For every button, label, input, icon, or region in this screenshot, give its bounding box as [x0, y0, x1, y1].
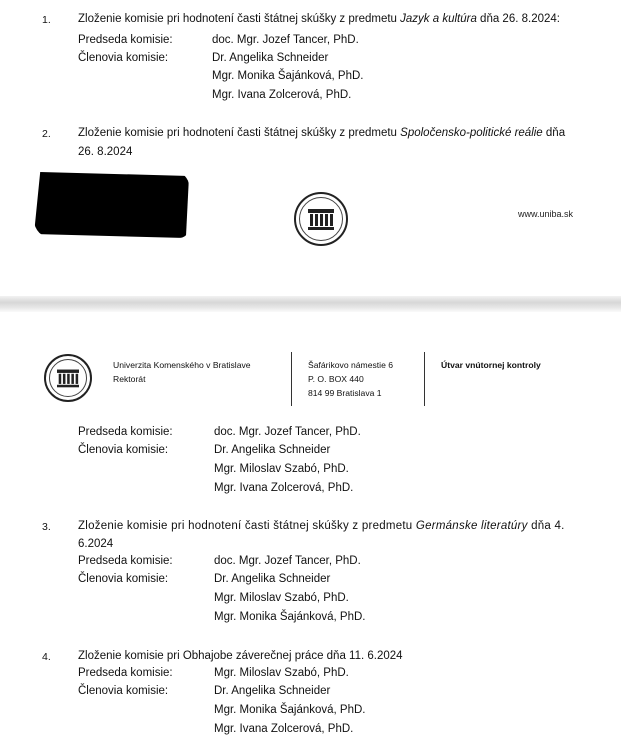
address-line: 814 99 Bratislava 1: [308, 388, 382, 398]
item-number: 1.: [42, 14, 51, 26]
member-name: Mgr. Ivana Zolcerová, PhD.: [214, 482, 354, 494]
header-divider: [424, 352, 425, 406]
item-number: 4.: [42, 651, 51, 663]
member-name: Mgr. Ivana Zolcerová, PhD.: [212, 89, 352, 101]
member-name: Dr. Angelika Schneider: [214, 444, 331, 456]
address-line: Šafárikovo námestie 6: [308, 360, 394, 370]
chair-name: Mgr. Miloslav Szabó, PhD.: [214, 667, 349, 679]
header-divider: [291, 352, 292, 406]
footer-url: www.uniba.sk: [518, 209, 574, 219]
item-3-heading: Zloženie komisie pri hodnotení časti štátnej skúšky z predmetu Germánske literatúry dňa 4.: [78, 520, 565, 532]
chair-label: Predseda komisie:: [78, 426, 173, 438]
subject-name: Jazyk a kultúra: [400, 13, 477, 25]
chair-name: doc. Mgr. Jozef Tancer, PhD.: [214, 555, 361, 567]
page-break: [0, 296, 621, 312]
subject-name: Germánske literatúry: [415, 520, 528, 532]
rectorate-label: Rektorát: [113, 374, 146, 384]
members-label: Členovia komisie:: [78, 685, 169, 697]
chair-label: Predseda komisie:: [78, 667, 173, 679]
member-name: Mgr. Miloslav Szabó, PhD.: [214, 463, 349, 475]
members-label: Členovia komisie:: [78, 52, 169, 64]
university-seal-icon: [44, 354, 92, 402]
university-seal-icon: [294, 192, 348, 246]
chair-label: Predseda komisie:: [78, 555, 173, 567]
university-name: Univerzita Komenského v Bratislave: [113, 360, 251, 370]
member-name: Mgr. Monika Šajánková, PhD.: [214, 611, 366, 623]
member-name: Dr. Angelika Schneider: [214, 685, 331, 697]
member-name: Mgr. Monika Šajánková, PhD.: [212, 70, 364, 82]
item-1-heading: Zloženie komisie pri hodnotení časti štátnej skúšky z predmetu Jazyk a kultúra dňa 26. 8.2024:: [78, 13, 560, 25]
office-name: Útvar vnútornej kontroly: [441, 360, 541, 370]
document-page-2: [0, 312, 621, 755]
chair-name: doc. Mgr. Jozef Tancer, PhD.: [212, 34, 359, 46]
chair-label: Predseda komisie:: [78, 34, 173, 46]
item-4-heading: Zloženie komisie pri Obhajobe záverečnej práce dňa 11. 6.2024: [78, 650, 403, 662]
member-name: Mgr. Monika Šajánková, PhD.: [214, 704, 366, 716]
member-name: Dr. Angelika Schneider: [212, 52, 329, 64]
redaction-block: [34, 172, 189, 238]
subject-name: Spoločensko-politické reálie: [400, 127, 543, 139]
member-name: Mgr. Miloslav Szabó, PhD.: [214, 592, 349, 604]
address-line: P. O. BOX 440: [308, 374, 364, 384]
item-2-date: 26. 8.2024: [78, 146, 133, 158]
document-page-1: [0, 0, 621, 296]
members-label: Členovia komisie:: [78, 444, 169, 456]
member-name: Dr. Angelika Schneider: [214, 573, 331, 585]
item-number: 3.: [42, 521, 51, 533]
chair-name: doc. Mgr. Jozef Tancer, PhD.: [214, 426, 361, 438]
item-3-date: 6.2024: [78, 538, 114, 550]
item-number: 2.: [42, 128, 51, 140]
member-name: Mgr. Ivana Zolcerová, PhD.: [214, 723, 354, 735]
item-2-heading: Zloženie komisie pri hodnotení časti štátnej skúšky z predmetu Spoločensko-politické reálie dňa: [78, 127, 566, 139]
members-label: Členovia komisie:: [78, 573, 169, 585]
